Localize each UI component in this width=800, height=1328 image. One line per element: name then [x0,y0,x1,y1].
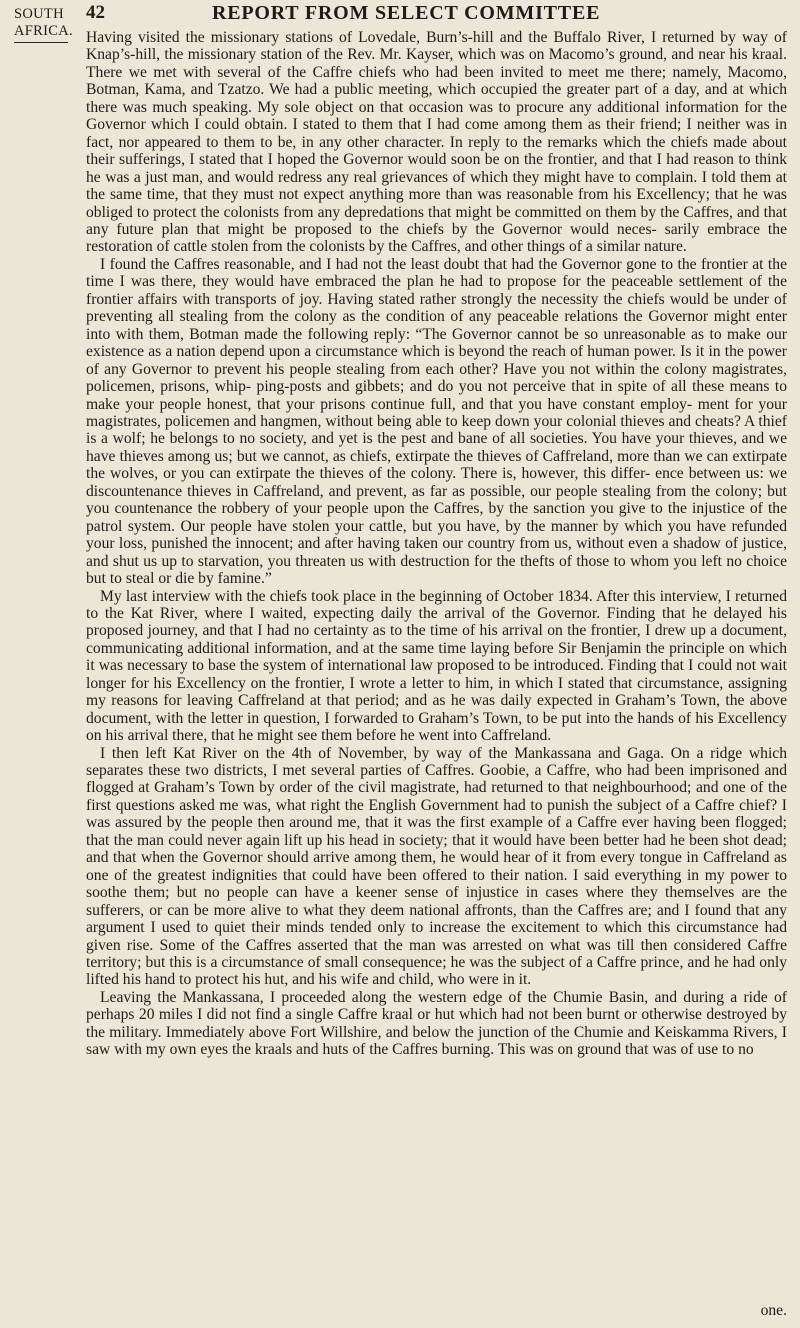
body-text [86,29,787,1059]
margin-label [14,6,72,43]
margin-rule [14,42,68,43]
paragraph-5: Leaving the Mankassana, I proceeded along the western edge of the Chumie Basin, and during a ride of perhaps 20 miles I did not find a single Caffre kraal or hut which had not been burnt or otherwise destroyed by the military. Immediately above Fort Willshire, and below the junction of the Chumie and Keiskamma Rivers, I saw with my own eyes the kraals and huts of the Caffres burning. This was on ground that was of use to no [86,988,787,1059]
margin-label-line-1: SOUTH [14,6,64,22]
paragraph-1: Having visited the missionary stations of Lovedale, Burn’s-hill and the Buffalo River, I returned by way of Knap’s-hill, the missionary station of the Rev. Mr. Kayser, which was on Macomo’s ground, and near his kraal. There we met with several of the Caffre chiefs who had been invited to meet me there; namely, Macomo, Botman, Kama, and Tzatzo. We had a public meeting, which occupied the greater part of a day, and at which there was much speaking. My sole object on that occasion was to procure any additional information for the Governor which I could obtain. I stated to them that I had come among them as their friend; I neither was in fact, nor appeared to them to be, in any other character. In reply to the remarks which the chiefs made about their sufferings, I stated that I hoped the Governor would soon be on the frontier, and that I had reason to think he was a just man, and would redress any real grievances of which they might have to complain. I told them at the same time, that they must not expect anything more than was reasonable from his Excellency; that he was obliged to protect the colonists from any depredations that might be committed on them by the Caffres, and that any future plan that might be proposed to the chiefs by the Governor would neces- sarily embrace the restoration of cattle stolen from the colonists by the Caffres, and other things of a similar nature. [86,29,787,256]
page-number: 42 [86,2,105,23]
margin-label-line-2: AFRICA. [14,23,73,39]
page-header [86,2,786,26]
paragraph-3: My last interview with the chiefs took place in the beginning of October 1834. After this interview, I returned to the Kat River, where I waited, expecting daily the arrival of the Governor. Finding that he delayed his proposed journey, and that I had no certainty as to the time of his arrival on the frontier, I drew up a document, communicating additional information, and at the same time laying before Sir Benjamin the principle on which it was necessary to base the system of international law proposed to be introduced. Finding that I could not wait longer for his Excellency on the frontier, I wrote a letter to him, in which I stated that circumstance, assigning my reasons for leaving Caffreland at that period; and as he was daily expected in Graham’s Town, the above document, with the letter in question, I forwarded to Graham’s Town, to be put into the hands of his Excellency on his arrival there, that he might see them before he went into Caffreland. [86,587,787,745]
running-title: REPORT FROM SELECT COMMITTEE [212,2,601,24]
catchword: one. [760,1302,787,1319]
paragraph-2: I found the Caffres reasonable, and I had not the least doubt that had the Governor gone to the frontier at the time I was there, they would have embraced the plan he had to propose for the peaceable settlement of the frontier affairs with transports of joy. Having stated rather strongly the necessity the chiefs would be under of preventing all stealing from the colony as the condition of any peaceable relations the Governor might enter into with them, Botman made the following reply: “The Governor cannot be so unreasonable as to make our existence as a nation depend upon a circumstance which is beyond the reach of human power. Is it in the power of any Governor to prevent his people stealing from each other? Have you not within the colony magistrates, policemen, prisons, whip- ping-posts and gibbets; and do you not perceive that in spite of all these means to make your people honest, that your prisons continue full, and that you have constant employ- ment for your magistrates, policemen and hangmen, without being able to keep down your colonial thieves and cheats? A thief is a wolf; he belongs to no society, and yet is the pest and bane of all societies. You have your thieves, and we have thieves among us; but we cannot, as chiefs, extirpate the thieves of Caffreland, more than we can extirpate the wolves, or you can extirpate the thieves of the colony. There is, however, this differ- ence between us: we discountenance thieves in Caffreland, and prevent, as far as possible, our people stealing from the colony; but you countenance the robbery of your people upon the Caffres, by the sanction you give to the injustice of the patrol system. Our people have stolen your cattle, but you have, by the manner by which you have refunded your loss, punished the innocent; and after having taken our country from us, without even a shadow of justice, and shut us up to starvation, you threaten us with destruction for the thefts of those to whom you left no choice but to steal or die by famine.” [86,255,787,588]
paragraph-4: I then left Kat River on the 4th of November, by way of the Mankassana and Gaga. On a ridge which separates these two districts, I met several parties of Caffres. Goobie, a Caffre, who had been imprisoned and flogged at Graham’s Town by order of the civil magistrate, had returned to that neighbourhood; and one of the first questions asked me was, what right the English Government had to punish the subject of a Caffre chief? I was assured by the people then around me, that it was the first example of a Caffre ever having been flogged; that the man could never again lift up his head in society; that it would have been better had he been shot dead; and that when the Governor should arrive among them, he would hear of it from every tongue in Caffreland as one of the greatest indignities that could have been offered to their nation. I said everything in my power to soothe them; but no people can have a keener sense of injustice in cases where they themselves are the sufferers, or can be more alive to what they deem national affronts, than the Caffres are; and I found that any argument I used to quiet their minds tended only to increase the excitement to which this circumstance had given rise. Some of the Caffres asserted that the man was arrested on what was till then considered Caffre territory; but this is a circumstance of small consequence; he was the subject of a Caffre prince, and he had only lifted his hand to protect his hut, and his wife and child, who were in it. [86,744,787,989]
